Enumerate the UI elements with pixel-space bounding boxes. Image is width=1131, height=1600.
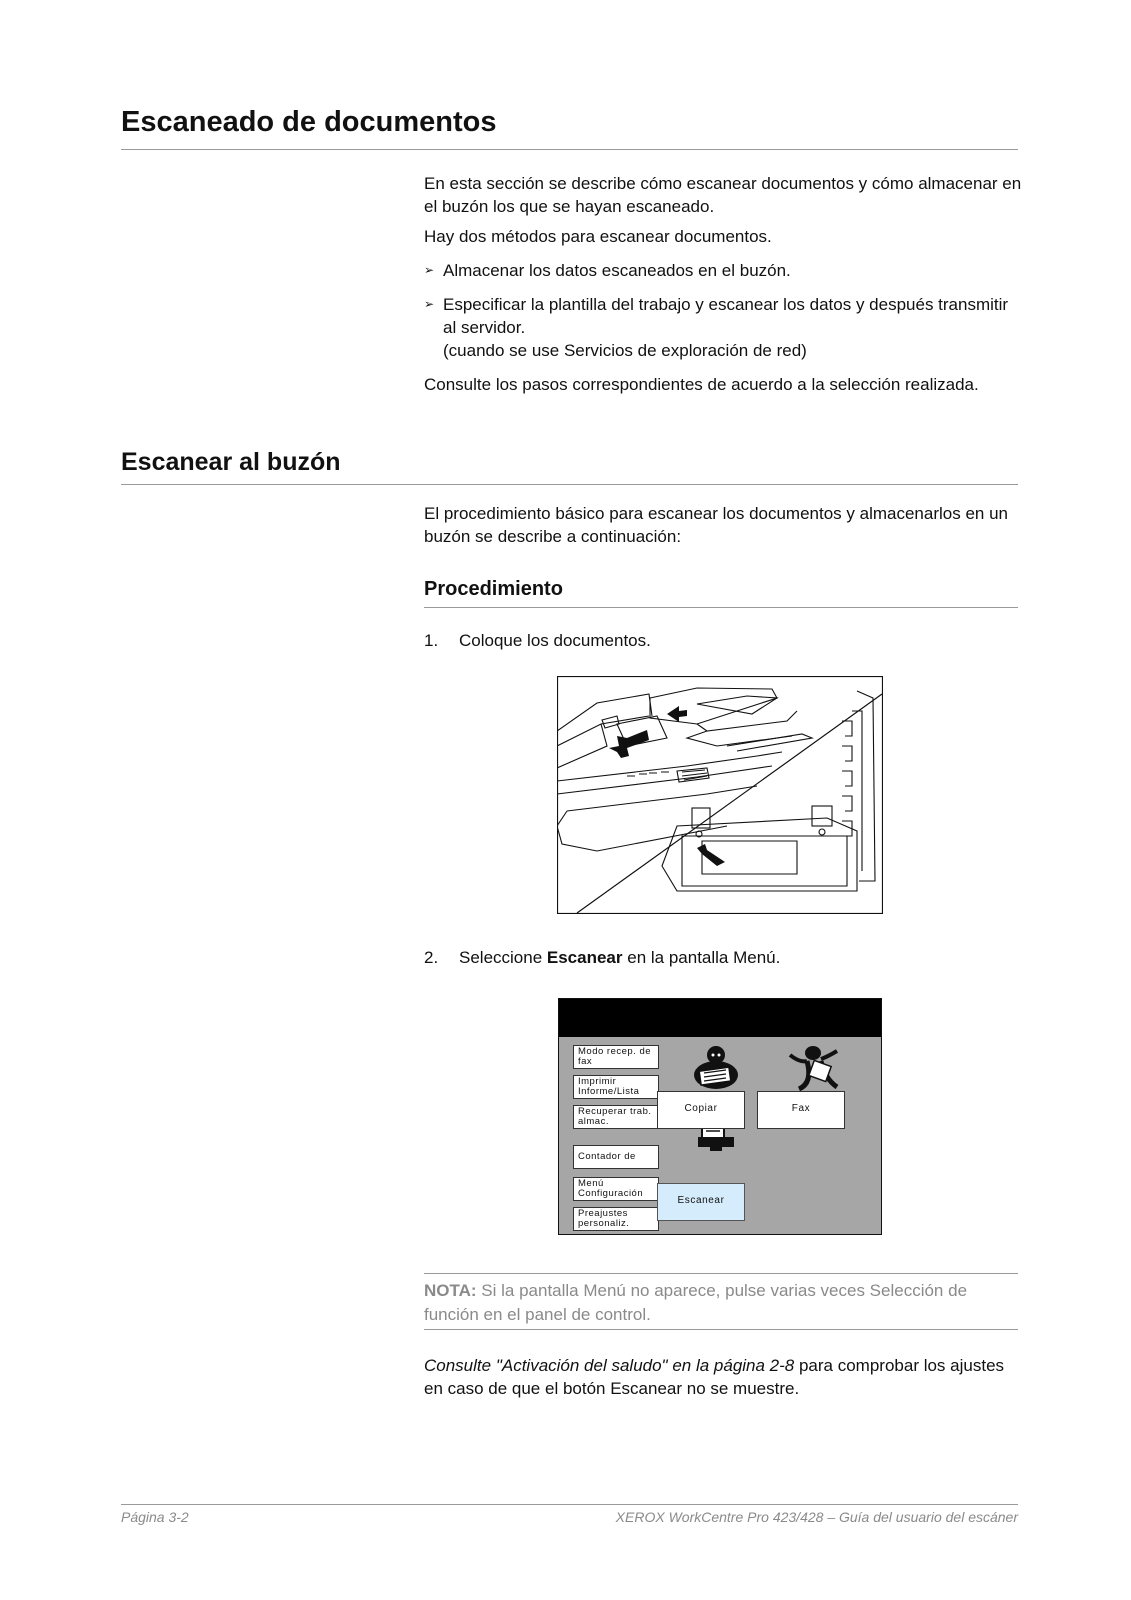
place-documents-illustration bbox=[557, 676, 883, 914]
page-title: Escaneado de documentos bbox=[121, 106, 497, 138]
footer-document-title: XEROX WorkCentre Pro 423/428 – Guía del usuario del escáner bbox=[615, 1509, 1018, 1525]
intro-paragraph-1: En esta sección se describe cómo escanear documentos y cómo almacenar en el buzón los que se hayan escaneado. bbox=[424, 174, 1022, 216]
note-bottom-rule bbox=[424, 1329, 1018, 1330]
fax-icon bbox=[785, 1043, 845, 1093]
footer-rule bbox=[121, 1504, 1018, 1505]
scan-button[interactable]: Escanear bbox=[657, 1183, 745, 1221]
setup-menu-button[interactable]: Menú Configuración bbox=[573, 1177, 659, 1201]
bullet-arrow-icon: ➢ bbox=[424, 263, 435, 277]
intro-paragraph-3: Consulte los pasos correspondientes de acuerdo a la selección realizada. bbox=[424, 375, 979, 394]
fax-receive-mode-button[interactable]: Modo recep. de fax bbox=[573, 1045, 659, 1069]
procedure-rule bbox=[424, 607, 1018, 608]
footer-page-number: Página 3-2 bbox=[121, 1509, 189, 1525]
note-top-rule bbox=[424, 1273, 1018, 1274]
custom-presets-button[interactable]: Preajustes personaliz. bbox=[573, 1207, 659, 1231]
reference-paragraph: Consulte "Activación del saludo" en la página 2-8 para comprobar los ajustes en caso de que el botón Escanear no se muestre. bbox=[424, 1356, 1005, 1398]
note-block: NOTA: Si la pantalla Menú no aparece, pulse varias veces Selección de función en el panel de control. bbox=[424, 1281, 968, 1324]
counter-button[interactable]: Contador de bbox=[573, 1145, 659, 1169]
bullet-arrow-icon: ➢ bbox=[424, 297, 435, 311]
copy-button[interactable]: Copiar bbox=[657, 1091, 745, 1129]
fax-button[interactable]: Fax bbox=[757, 1091, 845, 1129]
copy-icon bbox=[686, 1043, 746, 1093]
retrieve-jobs-button[interactable]: Recuperar trab. almac. bbox=[573, 1105, 659, 1129]
section-heading: Escanear al buzón bbox=[121, 448, 341, 476]
screen-header-bar bbox=[559, 999, 881, 1037]
procedure-heading: Procedimiento bbox=[424, 578, 563, 600]
intro-paragraph-2: Hay dos métodos para escanear documentos. bbox=[424, 227, 772, 246]
menu-screen-illustration bbox=[558, 998, 882, 1235]
print-report-button[interactable]: Imprimir Informe/Lista bbox=[573, 1075, 659, 1099]
section-rule bbox=[121, 484, 1018, 485]
section-intro: El procedimiento básico para escanear los documentos y almacenarlos en un buzón se describe a continuación: bbox=[424, 504, 1008, 546]
title-rule bbox=[121, 149, 1018, 150]
